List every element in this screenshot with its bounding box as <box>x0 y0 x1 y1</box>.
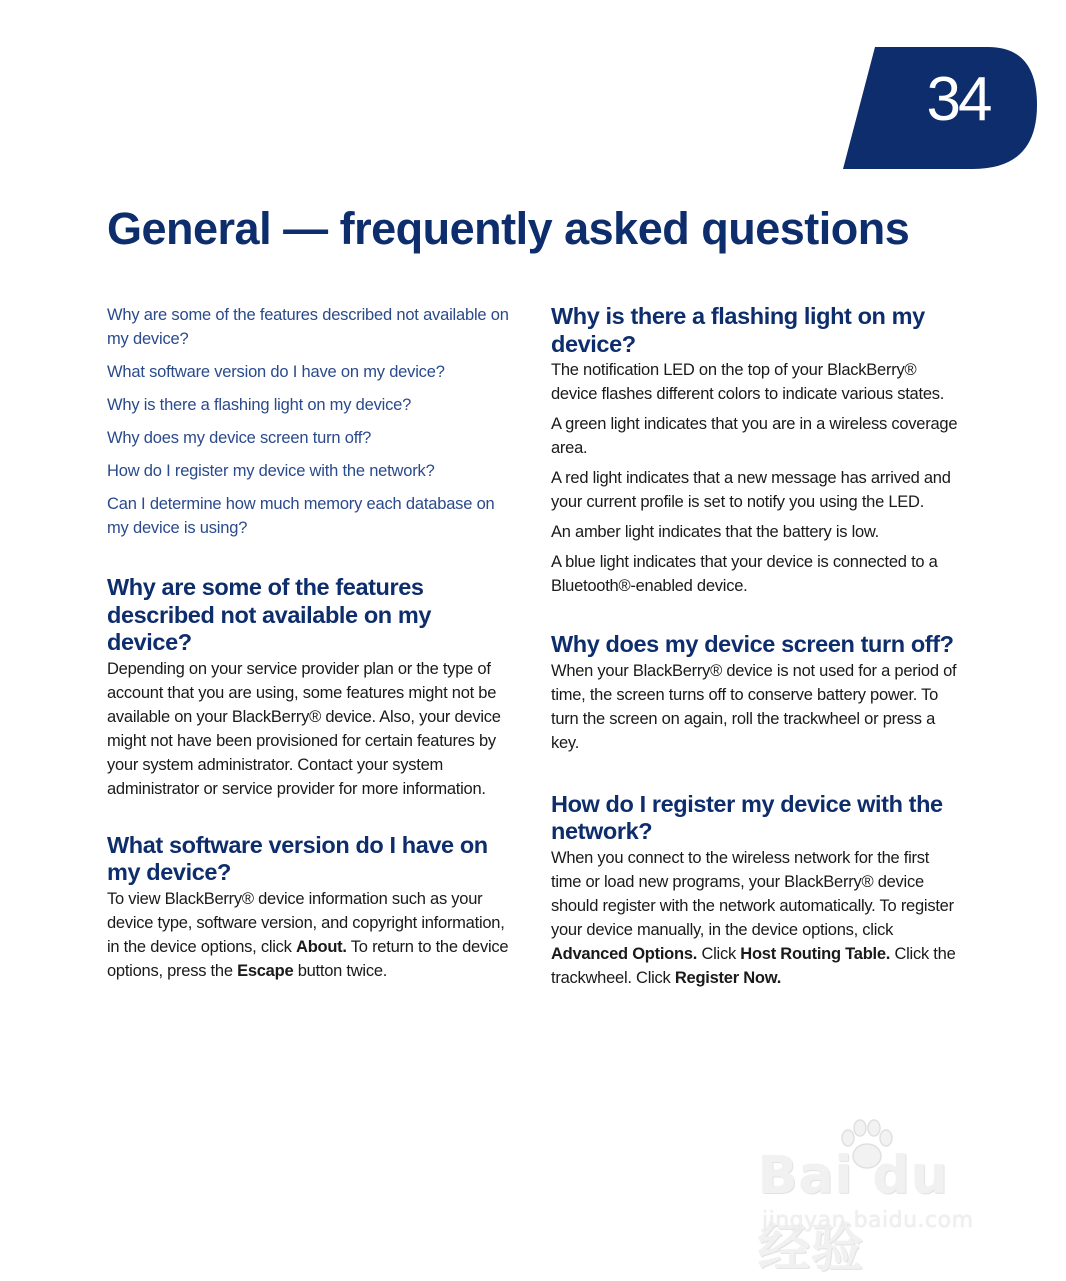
toc-item <box>107 360 517 384</box>
right-column <box>551 303 961 996</box>
toc-item <box>107 426 517 450</box>
toc-link-software[interactable]: What software version do I have on my device? <box>107 363 445 381</box>
page-title: General — frequently asked questions <box>107 203 910 254</box>
section-register <box>551 791 961 990</box>
register-now-label: Register Now. <box>674 968 782 987</box>
text-run: To return to the device options, press the <box>107 937 509 980</box>
baidu-watermark <box>752 1118 1012 1279</box>
section-features <box>107 574 517 801</box>
chapter-tab <box>843 47 1037 169</box>
toc-link-memory[interactable]: Can I determine how much memory each database on my device is using? <box>107 495 495 537</box>
section-body <box>107 887 517 983</box>
toc-link-flashing-light[interactable]: Why is there a flashing light on my device? <box>107 396 412 414</box>
section-heading: Why are some of the features described not available on my device? <box>107 574 432 655</box>
watermark-brand: Bai du 经验 <box>758 1146 949 1279</box>
toc-item <box>107 492 517 540</box>
advanced-options-label: Advanced Options. <box>551 944 698 963</box>
section-paragraph: A green light indicates that you are in a wireless coverage area. <box>551 415 958 457</box>
toc-item <box>107 303 517 351</box>
text-run: Click <box>697 944 741 963</box>
toc-link-features[interactable]: Why are some of the features described not available on my device? <box>107 306 509 348</box>
section-heading: Why is there a flashing light on my device? <box>551 303 925 357</box>
toc-item <box>107 393 517 417</box>
section-paragraph: The notification LED on the top of your BlackBerry® device flashes different colors to indicate various states. <box>551 361 945 403</box>
toc-link-register[interactable]: How do I register my device with the network? <box>107 462 435 480</box>
escape-key-label: Escape <box>237 961 294 980</box>
section-paragraph: A red light indicates that a new message has arrived and your current profile is set to notify you using the LED. <box>551 469 951 511</box>
host-routing-table-label: Host Routing Table. <box>740 944 891 963</box>
toc-item <box>107 459 517 483</box>
left-column <box>107 303 517 989</box>
toc-link-screen-off[interactable]: Why does my device screen turn off? <box>107 429 372 447</box>
section-body: Depending on your service provider plan or the type of account that you are using, some features might not be available on your BlackBerry® device. Also, your device might not have been provisioned for certain features by your system administrator. Contact your system administrator or service provider for more information. <box>107 659 501 798</box>
chapter-number: 34 <box>926 65 990 134</box>
section-body: When your BlackBerry® device is not used for a period of time, the screen turns off to conserve battery power. To turn the screen on again, roll the trackwheel or press a key. <box>551 661 957 752</box>
section-paragraph: An amber light indicates that the battery is low. <box>551 523 880 541</box>
section-heading: What software version do I have on my device? <box>107 831 488 885</box>
section-heading: Why does my device screen turn off? <box>551 631 954 657</box>
about-option-label: About. <box>296 937 347 956</box>
text-run: button twice. <box>293 961 388 980</box>
text-run: To view BlackBerry® device information such as your device type, software version, and copyright information, in the device options, click <box>107 889 505 956</box>
toc-list <box>107 303 517 540</box>
text-run: Click the trackwheel. Click <box>551 944 956 987</box>
section-flashing-light <box>551 303 961 598</box>
section-screen-off <box>551 631 961 755</box>
section-heading: How do I register my device with the network? <box>551 790 943 844</box>
text-run: When you connect to the wireless network for the first time or load new programs, your BlackBerry® device should register with the network automatically. To register your device manually, in the device options, click <box>551 848 954 939</box>
watermark-url: jingyan.baidu.com <box>762 1208 974 1233</box>
section-software-version <box>107 832 517 983</box>
section-body <box>551 846 961 990</box>
section-paragraph: A blue light indicates that your device is connected to a Bluetooth®-enabled device. <box>551 553 938 595</box>
